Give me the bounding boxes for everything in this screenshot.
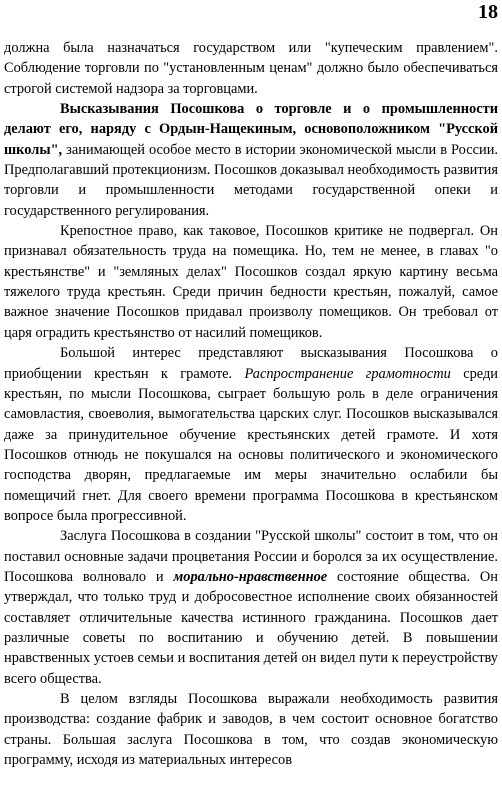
paragraph-5-bold-italic: морально-нравственное (173, 568, 328, 585)
paragraph-6: В целом взгляды Посошкова выражали необходимость развития производства: создание фабрик и заводов, в чем состоит основное богатство страны. Большая заслуга Посошкова в том, что создав экономическую программу, исходя из материальных интересов (4, 691, 498, 769)
paragraph-4-start: Большой интерес представляют высказывания Посошкова о приобщении крестьян к грамоте. (4, 345, 498, 382)
paragraph-2-rest: занимающей особое место в истории экономической мысли в России. Предполагавший протекционизм. Посошков доказывал необходимость развития торговли и промышленности методами государственной опеки и государственного регулирования. (4, 141, 498, 219)
paragraph-5-rest: состояние общества. Он утверждал, что только труд и добросовестное исполнение своих обязанностей составляет отличительные качества истинного гражданина. Посошков дает различные советы по воспитанию и обучению детей. В повышении нравственных устоев семьи и воспитания детей он видел пути к переустройству всего общества. (4, 568, 498, 687)
paragraph-3: Крепостное право, как таковое, Посошков критике не подвергал. Он признавал обязательность труда на помещика. Но, тем не менее, в главах "о крестьянстве" и "земляных делах" Посошков создал яркую картину весьма тяжелого труда крестьян. Среди причин бедности крестьян, пожалуй, самое важное значение Посошков придавал произволу помещиков. Он требовал от царя оградить крестьянство от насилий помещиков. (4, 223, 498, 341)
paragraph-4 (4, 343, 498, 526)
page-number: 18 (478, 1, 498, 23)
paragraph-1: должна была назначаться государством или "купеческим правлением". Соблюдение торговли по "установленным ценам" должно было обеспечиваться строгой системой надзора за торговцами. (4, 40, 498, 97)
paragraph-2-bold: Высказывания Посошкова о торговле и о промышленности делают его, наряду с Ордын-Нащекиным, основоположником "Русской школы", (4, 101, 498, 158)
paragraph-4-rest: среди крестьян, по мысли Посошкова, сыграет большую роль в деле ограничения самовластия, своеволия, вымогательства царских слуг. Посошков высказывался даже за принудительное обучение крестьянских детей грамоте. И хотя Посошков отнюдь не покушался на основы политического и экономического господства дворян, предлагаемые им меры значительно ослабили бы помещичий гнет. Для своего времени программа Посошкова в крестьянском вопросе была прогрессивной. (4, 365, 499, 524)
paragraph-5 (4, 526, 498, 689)
paragraph-4-italic: Распространение грамотности (244, 365, 451, 382)
body-text (4, 38, 498, 770)
paragraph-2 (4, 99, 498, 221)
paragraph-5-start: Заслуга Посошкова в создании "Русской школы" состоит в том, что он поставил основные задачи процветания России и боролся за их осуществление. Посошкова волновало и (4, 528, 498, 585)
